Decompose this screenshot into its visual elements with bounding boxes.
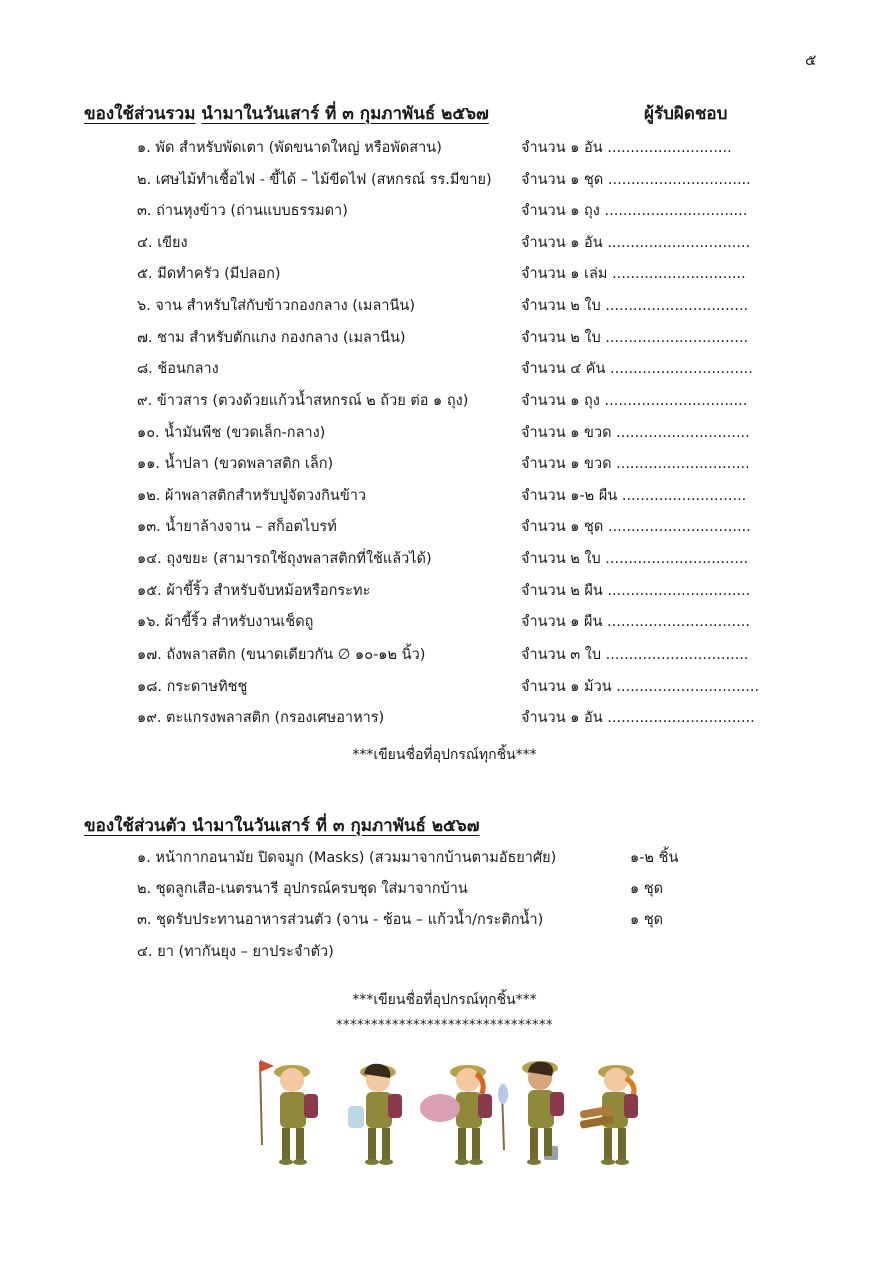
section2-heading: ของใช้ส่วนตัว นำมาในวันเสาร์ ที่ ๓ กุมภาพันธ์ ๒๕๖๗	[84, 816, 480, 836]
scout-child-4	[498, 1061, 564, 1165]
scout-child-3	[420, 1065, 492, 1165]
scout-children-illustration	[240, 1050, 660, 1190]
page-number: ๕	[805, 51, 817, 69]
section2-note: ***เขียนชื่อที่อุปกรณ์ทุกชิ้น***	[352, 992, 537, 1008]
section1-heading-date: นำมาในวันเสาร์ ที่ ๓ กุมภาพันธ์ ๒๕๖๗	[201, 104, 489, 124]
section1-note: ***เขียนชื่อที่อุปกรณ์ทุกชิ้น***	[352, 747, 537, 763]
responsible-label: ผู้รับผิดชอบ	[644, 104, 728, 124]
section1-heading	[84, 100, 489, 127]
star-divider: *******************************	[336, 1018, 553, 1033]
section1-heading-prefix: ของใช้ส่วนรวม	[84, 104, 196, 124]
scout-child-1	[260, 1060, 318, 1165]
scout-child-2	[348, 1064, 402, 1165]
scout-child-5	[580, 1065, 638, 1165]
